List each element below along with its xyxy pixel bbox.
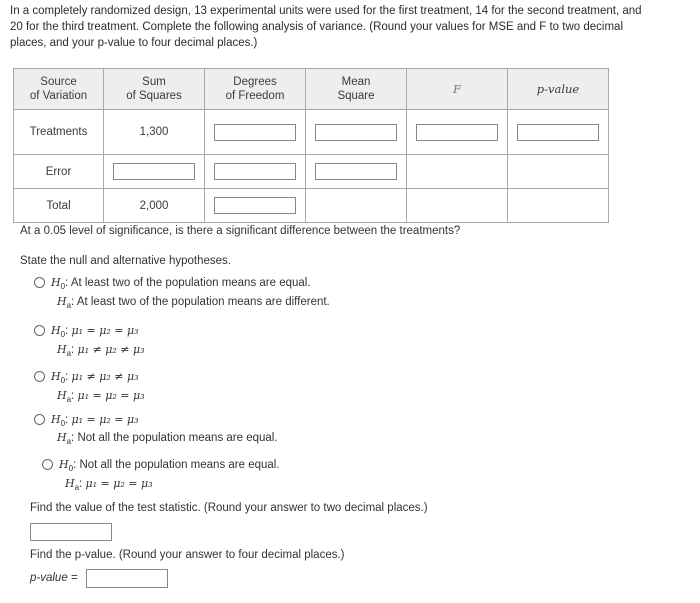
- p-value-label: p-value =: [30, 572, 78, 584]
- option-1[interactable]: $H_0$: At least two of the population means are equal.: [34, 276, 311, 291]
- option-4-ha: $H_a$: Not all the population means are equal.: [57, 431, 278, 446]
- total-df-input[interactable]: [214, 197, 296, 214]
- table-row-treatments: [14, 110, 609, 155]
- intro-line: places, and your p-value to four decimal places.): [10, 37, 258, 49]
- radio-button[interactable]: [34, 371, 45, 382]
- intro-line: In a completely randomized design, 13 experimental units were used for the first treatment, 14 for the second treatment, and: [10, 5, 642, 17]
- treatments-df-input[interactable]: [214, 124, 296, 141]
- table-row-error: [14, 155, 609, 189]
- header-source: Source of Variation: [14, 69, 104, 110]
- row-label: Error: [14, 155, 104, 189]
- error-ss-input[interactable]: [113, 163, 195, 180]
- option-5-ha: $H_a$: μ₁ = μ₂ = μ₃: [65, 477, 153, 492]
- radio-button[interactable]: [34, 325, 45, 336]
- header-degrees-freedom: Degrees of Freedom: [205, 69, 306, 110]
- total-ss: 2,000: [104, 189, 205, 223]
- p-value-answer-input[interactable]: [86, 569, 168, 588]
- option-4[interactable]: $H_0$: μ₁ = μ₂ = μ₃: [34, 413, 139, 428]
- row-label: Treatments: [14, 110, 104, 155]
- radio-button[interactable]: [34, 414, 45, 425]
- header-p-value: p-value: [508, 69, 609, 110]
- radio-button[interactable]: [42, 459, 53, 470]
- option-3-ha: $H_a$: μ₁ = μ₂ = μ₃: [57, 389, 145, 404]
- intro-line: 20 for the third treatment. Complete the following analysis of variance. (Round your values for MSE and F to two decimal: [10, 21, 623, 33]
- treatments-ss: 1,300: [104, 110, 205, 155]
- header-mean-square: Mean Square: [306, 69, 407, 110]
- test-statistic-input[interactable]: [30, 523, 112, 541]
- question-text: At a 0.05 level of significance, is there a significant difference between the treatments?: [20, 225, 461, 237]
- header-sum-squares: Sum of Squares: [104, 69, 205, 110]
- option-2-ha: $H_a$: μ₁ ≠ μ₂ ≠ μ₃: [57, 343, 145, 358]
- row-label: Total: [14, 189, 104, 223]
- table-row-total: [14, 189, 609, 223]
- p-value-input[interactable]: [517, 124, 599, 141]
- radio-button[interactable]: [34, 277, 45, 288]
- header-f: F: [407, 69, 508, 110]
- find-statistic-text: Find the value of the test statistic. (Round your answer to two decimal places.): [30, 502, 428, 514]
- option-1-ha: $H_a$: At least two of the population means are different.: [57, 295, 330, 310]
- option-5[interactable]: $H_0$: Not all the population means are equal.: [42, 458, 280, 473]
- intro-text: [10, 3, 698, 51]
- error-df-input[interactable]: [214, 163, 296, 180]
- treatments-ms-input[interactable]: [315, 124, 397, 141]
- f-input[interactable]: [416, 124, 498, 141]
- find-p-text: Find the p-value. (Round your answer to four decimal places.): [30, 549, 345, 561]
- option-2[interactable]: $H_0$: μ₁ = μ₂ = μ₃: [34, 324, 139, 339]
- error-ms-input[interactable]: [315, 163, 397, 180]
- anova-table: [13, 68, 609, 223]
- option-3[interactable]: $H_0$: μ₁ ≠ μ₂ ≠ μ₃: [34, 370, 139, 385]
- state-text: State the null and alternative hypotheses.: [20, 255, 231, 267]
